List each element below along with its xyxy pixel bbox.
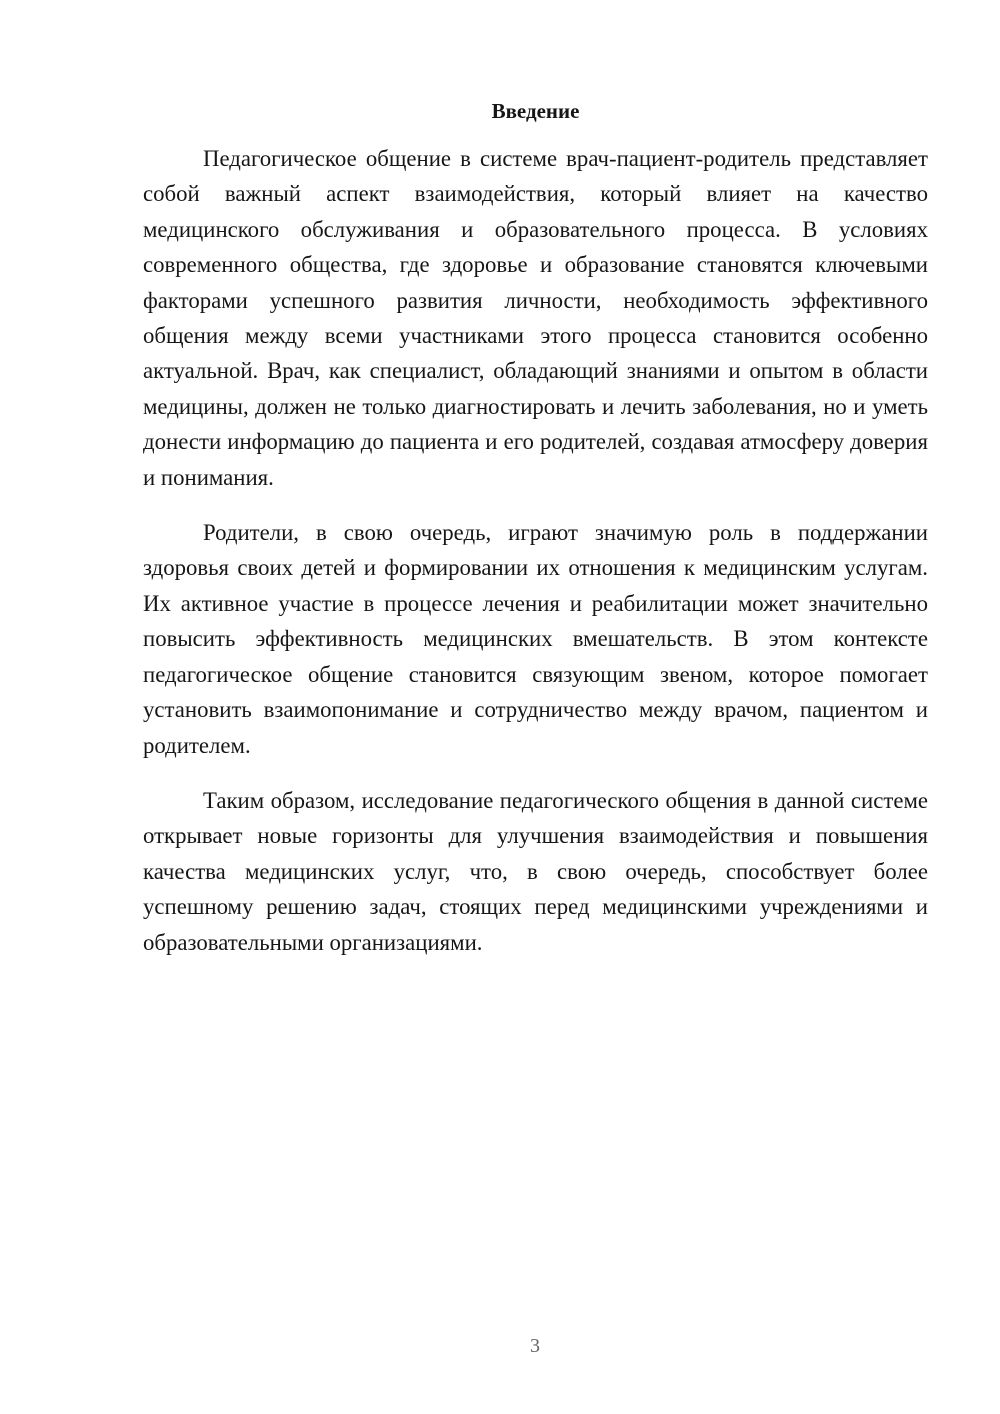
document-body xyxy=(143,141,928,980)
paragraph-3: Таким образом, исследование педагогического общения в данной системе открывает новые горизонты для улучшения взаимодействия и повышения качества медицинских услуг, что, в свою очередь, способствует более успешному решению задач, стоящих перед медицинскими учреждениями и образовательными организациями. xyxy=(143,787,928,955)
paragraph-1: Педагогическое общение в системе врач-пациент-родитель представляет собой важный аспект взаимодействия, который влияет на качество медицинского обслуживания и образовательного процесса. В условиях современного общества, где здоровье и образование становятся ключевыми факторами успешного развития личности, необходимость эффективного общения между всеми участниками этого процесса становится особенно актуальной. Врач, как специалист, обладающий знаниями и опытом в области медицины, должен не только диагностировать и лечить заболевания, но и уметь донести информацию до пациента и его родителей, создавая атмосферу доверия и понимания. xyxy=(143,146,928,490)
paragraph-2: Родители, в свою очередь, играют значимую роль в поддержании здоровья своих детей и формировании их отношения к медицинским услугам. Их активное участие в процессе лечения и реабилитации может значительно повысить эффективность медицинских вмешательств. В этом контексте педагогическое общение становится связующим звеном, которое помогает установить взаимопонимание и сотрудничество между врачом, пациентом и родителем. xyxy=(143,520,928,758)
section-title: Введение xyxy=(491,99,580,123)
page-number: 3 xyxy=(530,1335,540,1357)
